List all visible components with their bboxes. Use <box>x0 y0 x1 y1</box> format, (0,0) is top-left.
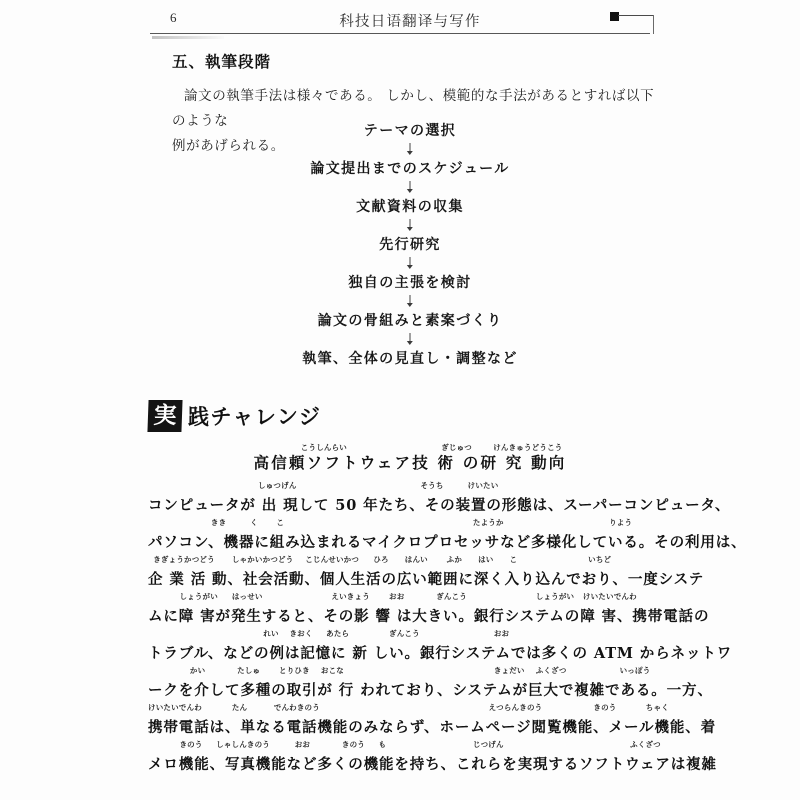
furigana: いっぽう <box>619 666 651 675</box>
flow-step: 執筆、全体の見直し・調整など <box>302 351 518 367</box>
furigana: ふくざつ <box>535 666 567 675</box>
furigana-row <box>148 739 672 753</box>
arrow-head-icon <box>407 303 413 307</box>
furigana: ぎんこう <box>436 592 467 601</box>
ruby-base-text: トラブル、などの例は記憶に 新 しい。銀行システムでは多くの ATM からネットワ <box>148 645 733 662</box>
furigana: こ <box>276 518 285 527</box>
furigana: きのう <box>341 740 365 749</box>
furigana: たようか <box>472 518 504 527</box>
challenge-badge-char: 実 <box>147 400 182 432</box>
furigana: そうち <box>420 481 444 490</box>
ruby-line <box>148 665 713 702</box>
ruby-base-text: ークを介して多種の取引が 行 われており、システムが巨大で複雑である。一方、 <box>148 682 713 699</box>
ruby-line <box>148 517 747 554</box>
furigana: じつげん <box>472 740 504 749</box>
mark-horizontal-line <box>618 15 654 16</box>
furigana: こうしんらい <box>300 443 347 452</box>
furigana: おお <box>493 629 510 638</box>
ruby-line <box>148 739 717 776</box>
flow-arrow-5 <box>150 292 670 312</box>
passage-body <box>148 480 747 776</box>
passage-title <box>150 442 670 474</box>
furigana: きょだい <box>493 666 525 675</box>
ruby-base-text: パソコン、機器に組み込まれるマイクロプロセッサなど多様化している。その利用は、 <box>148 534 747 551</box>
furigana: いちど <box>588 555 612 564</box>
page-number: 6 <box>170 10 177 25</box>
furigana-row <box>148 591 672 605</box>
furigana: えつらんきのう <box>488 703 543 712</box>
running-head-title: 科技日语翻译与写作 <box>339 14 481 30</box>
flow-arrow-3 <box>150 216 670 236</box>
furigana-row <box>148 665 672 679</box>
section-heading: 五、執筆段階 <box>172 53 272 71</box>
ruby-line <box>148 628 733 665</box>
arrow-head-icon <box>407 227 413 231</box>
ruby-base-text: メロ機能、写真機能など多くの機能を持ち、これらを実現するソフトウェアは複雑 <box>148 756 717 773</box>
furigana: はんい <box>404 555 428 564</box>
arrow-head-icon <box>407 265 413 269</box>
furigana-row <box>148 480 672 494</box>
writing-process-flowchart <box>150 122 670 368</box>
scan-smudge <box>152 36 224 39</box>
furigana: えいきょう <box>331 592 370 601</box>
challenge-label: 践チャレンジ <box>188 405 322 429</box>
furigana: とりひき <box>279 666 310 675</box>
ruby-base-text: ムに障 害が発生すると、その影 響 は大きい。銀行システムの障 害、携帯電話の <box>148 608 710 625</box>
furigana: きぎょうかつどう <box>153 555 215 564</box>
flow-step: 独自の主張を検討 <box>348 275 472 291</box>
furigana: ぎんこう <box>389 629 420 638</box>
furigana: おお <box>294 740 311 749</box>
intro-line-2: 例があげられる。 <box>172 138 285 154</box>
furigana: けいたい <box>467 481 499 490</box>
furigana: しょうがい <box>179 592 218 601</box>
furigana: かい <box>189 666 206 675</box>
header-divider-rule <box>150 33 650 34</box>
furigana: でんわきのう <box>273 703 320 712</box>
ruby-line <box>148 591 710 628</box>
furigana: あたら <box>326 629 350 638</box>
flow-step: 文献資料の収集 <box>356 199 464 215</box>
furigana: けいたいでんわ <box>582 592 637 601</box>
furigana: たん <box>231 703 248 712</box>
ruby-line <box>150 442 670 474</box>
furigana: ふくざつ <box>630 740 661 749</box>
furigana: りよう <box>609 518 633 527</box>
furigana: けんきゅうどうこう <box>493 443 563 452</box>
flow-arrow-6 <box>150 330 670 350</box>
mark-square-icon <box>610 12 619 21</box>
furigana: きおく <box>289 629 313 638</box>
practice-challenge-banner <box>148 400 321 432</box>
furigana: ふか <box>446 555 463 564</box>
furigana: く <box>250 518 258 527</box>
flow-arrow-1 <box>150 140 670 160</box>
furigana: しゃかいかつどう <box>231 555 294 564</box>
ruby-base-text: 企 業 活 動、社会活動、個人生活の広い範囲に深く入り込んでおり、一度システ <box>148 571 705 588</box>
flow-step: 先行研究 <box>379 237 441 253</box>
furigana: も <box>378 740 387 749</box>
ruby-line <box>148 702 717 739</box>
scan-bookmark-mark <box>610 10 654 34</box>
furigana: おこな <box>320 666 345 675</box>
furigana: おお <box>389 592 405 601</box>
furigana: ちゃく <box>645 703 669 712</box>
arrow-head-icon <box>407 189 413 193</box>
flow-step: 論文の骨組みと素案づくり <box>317 313 503 329</box>
furigana: はい <box>478 555 494 564</box>
furigana: しゃしんきのう <box>216 740 271 749</box>
furigana: けいたいでんわ <box>148 703 202 712</box>
furigana: しょうがい <box>535 592 575 601</box>
furigana: きのう <box>593 703 617 712</box>
flow-step: 論文提出までのスケジュール <box>310 161 510 177</box>
ruby-base-text: コンピュータが 出 現して 50 年たち、その装置の形態は、スーパーコンピュータ、 <box>148 497 731 514</box>
flow-arrow-4 <box>150 254 670 274</box>
furigana-row <box>148 702 672 716</box>
furigana: こじんせいかつ <box>305 555 360 564</box>
ruby-line <box>148 480 731 517</box>
intro-line-1: 論文の執筆手法は様々である。 しかし、模範的な手法があるとすれば以下のような <box>172 88 655 129</box>
furigana-row <box>148 628 672 642</box>
ruby-base-text: 携帯電話は、単なる電話機能のみならず、ホームページ閲覧機能、メール機能、着 <box>148 719 717 736</box>
ruby-base-text: 高信頼ソフトウェア技 術 の研 究 動向 <box>253 453 567 472</box>
furigana: ぎじゅつ <box>441 443 472 452</box>
furigana-row <box>148 517 672 531</box>
furigana: こ <box>509 555 518 564</box>
page-header <box>150 6 670 36</box>
flow-arrow-2 <box>150 178 670 198</box>
furigana-row <box>148 554 672 568</box>
mark-vertical-line <box>653 15 654 34</box>
furigana: たしゅ <box>237 666 261 675</box>
furigana: れい <box>263 629 279 638</box>
furigana: ひろ <box>373 555 389 564</box>
ruby-line <box>148 554 705 591</box>
furigana: しゅつげん <box>258 481 297 490</box>
arrow-head-icon <box>407 151 413 155</box>
furigana: はっせい <box>231 592 263 601</box>
arrow-head-icon <box>407 341 413 345</box>
flow-step: テーマの選択 <box>363 123 457 139</box>
furigana: きのう <box>179 740 203 749</box>
furigana: きき <box>210 518 227 527</box>
